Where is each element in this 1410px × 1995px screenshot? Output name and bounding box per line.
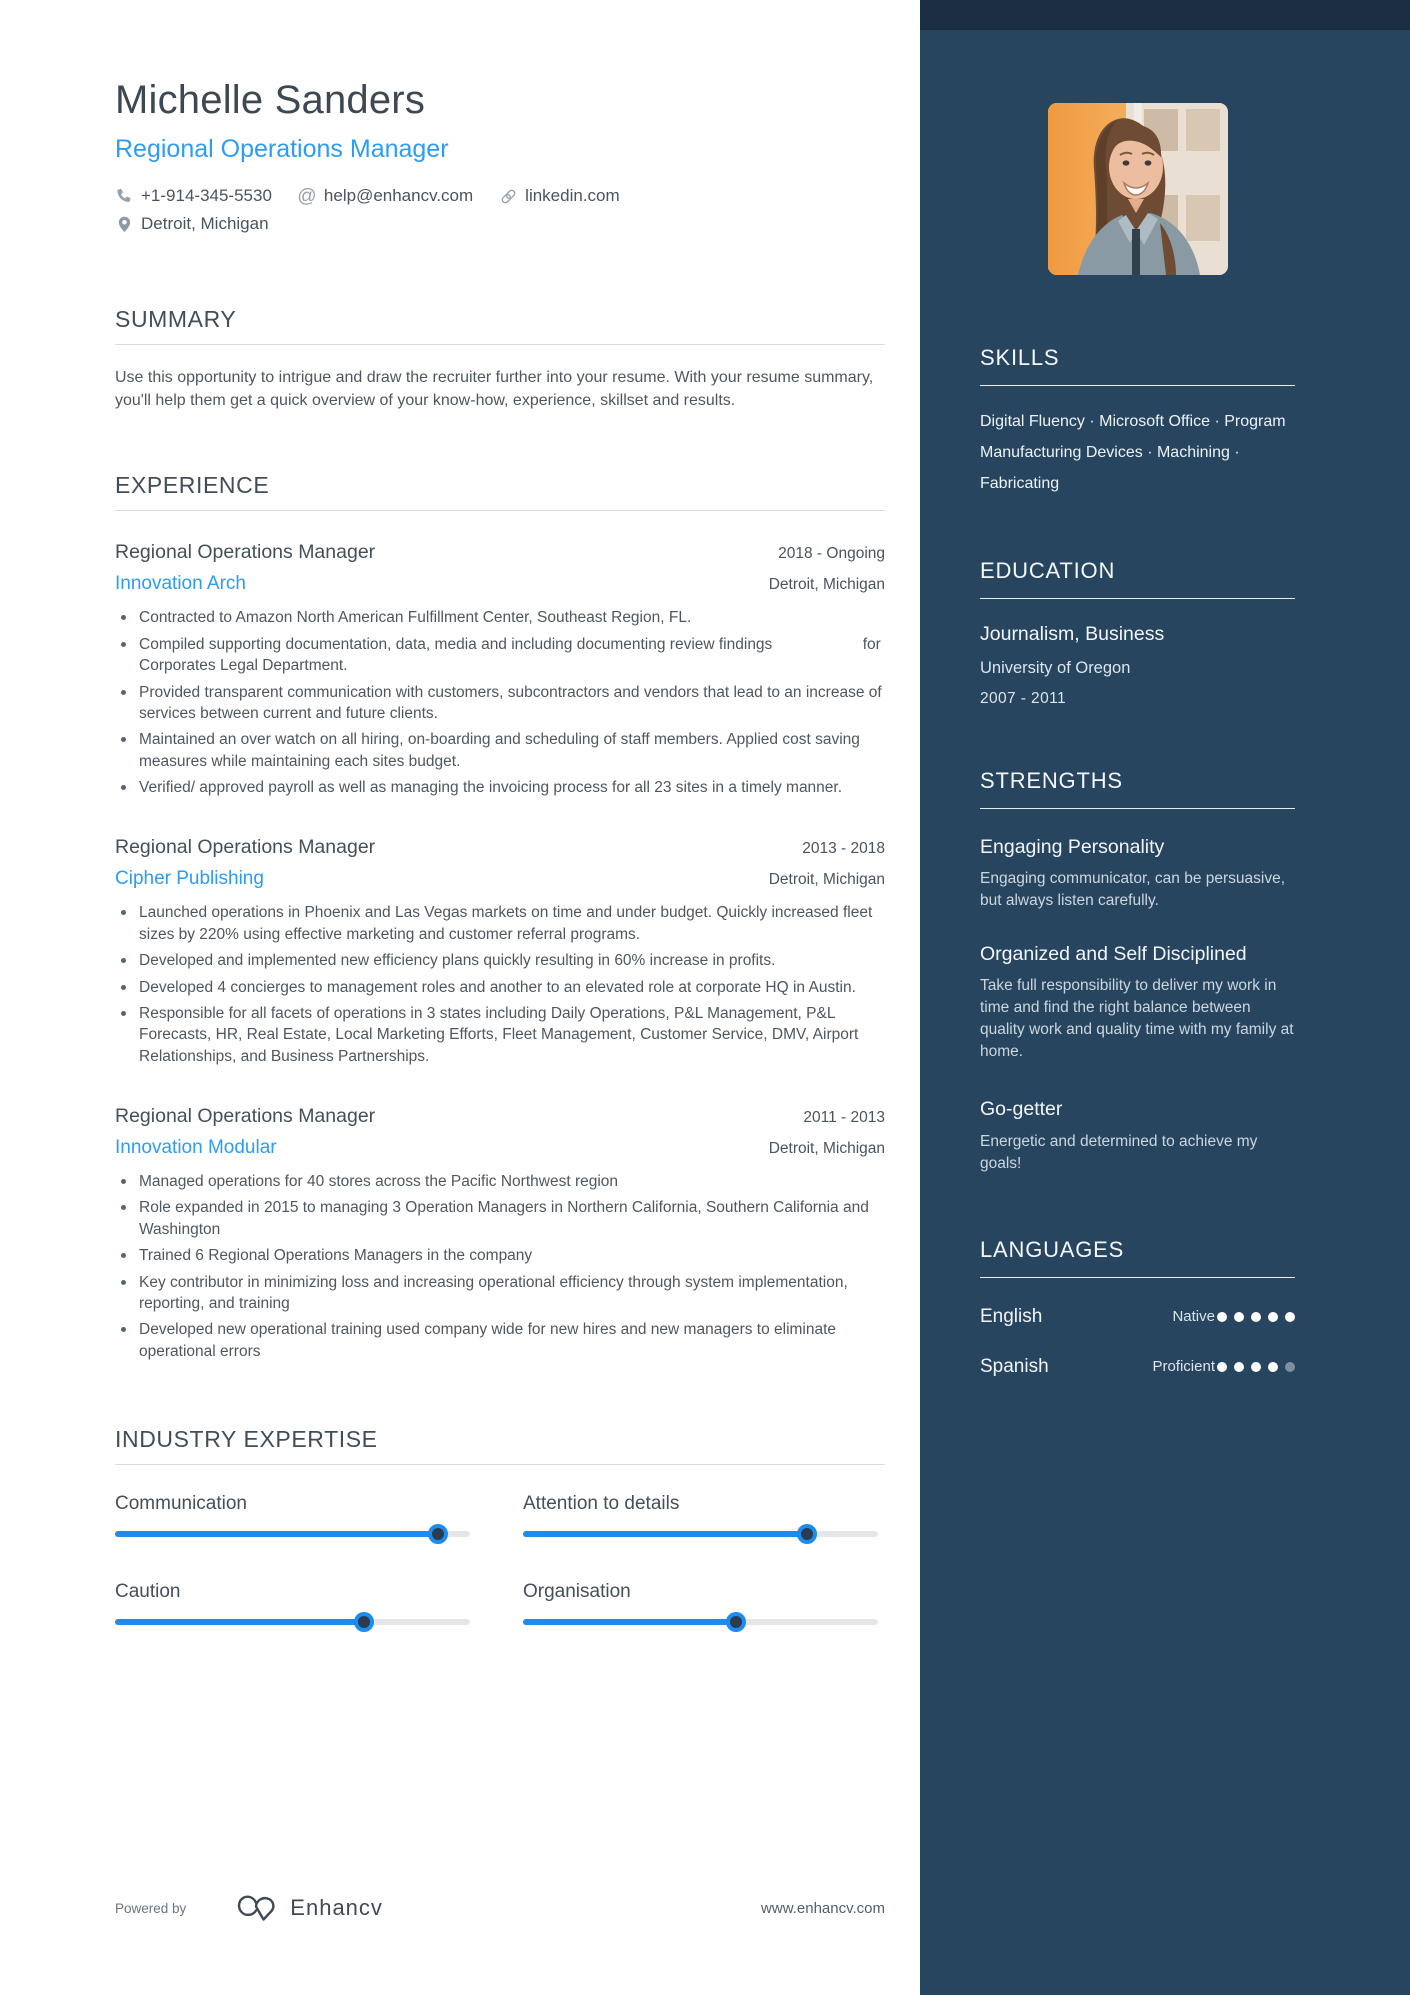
slider-label: Caution <box>115 1581 181 1603</box>
divider <box>980 385 1295 386</box>
slider-label: Attention to details <box>523 1493 680 1515</box>
enhancv-wordmark: Enhancv <box>290 1895 383 1920</box>
divider <box>980 598 1295 599</box>
powered-by-label: Powered by <box>115 1900 187 1916</box>
industry-expertise-heading: INDUSTRY EXPERTISE <box>115 1426 378 1453</box>
linkedin-url: linkedin.com <box>525 186 620 205</box>
email-contact[interactable] <box>298 186 473 206</box>
job-entry <box>115 1105 885 1362</box>
skills-heading: SKILLS <box>980 345 1060 370</box>
bullet-item: Developed new operational training used company wide for new hires and new managers to eliminate operational errors <box>115 1319 885 1362</box>
skills-list: Digital Fluency · Microsoft Office · Program Manufacturing Devices · Machining · Fabricating <box>980 413 1286 493</box>
language-level: Proficient <box>1152 1358 1215 1376</box>
divider <box>115 1464 885 1465</box>
slider-track[interactable] <box>115 1531 470 1537</box>
job-location: Detroit, Michigan <box>768 871 885 889</box>
languages-section <box>980 1237 1295 1378</box>
job-dates: 2013 - 2018 <box>802 840 885 858</box>
bullet-item: Launched operations in Phoenix and Las Vegas markets on time and under budget. Quickly increased fleet sizes by 220% using effective marketing and customer referral programs. <box>115 902 885 945</box>
bullet-item: Developed 4 concierges to management roles and another to an elevated role at corporate HQ in Austin. <box>115 977 885 998</box>
strength-item <box>980 942 1295 1063</box>
languages-heading: LANGUAGES <box>980 1236 1125 1262</box>
expertise-slider <box>523 1493 878 1537</box>
strength-text: Take full responsibility to deliver my work in time and find the right balance between quality work and quality time with my family at home. <box>980 977 1294 1061</box>
strength-title: Engaging Personality <box>980 835 1165 858</box>
job-title: Regional Operations Manager <box>115 541 376 564</box>
language-level: Native <box>1172 1308 1215 1326</box>
location-item <box>115 214 269 234</box>
link-icon <box>499 187 517 205</box>
phone-contact[interactable] <box>115 186 272 206</box>
slider-label: Communication <box>115 1493 247 1515</box>
strength-item <box>980 835 1295 912</box>
language-name: Spanish <box>980 1355 1049 1377</box>
bullet-item: Key contributor in minimizing loss and increasing operational efficiency through system implementation, reporting, and training <box>115 1272 885 1315</box>
footer <box>115 1893 885 1995</box>
profile-photo <box>1048 103 1228 275</box>
language-rating-dots <box>1217 1312 1295 1322</box>
job-dates: 2011 - 2013 <box>803 1109 885 1127</box>
strengths-heading: STRENGTHS <box>980 767 1123 793</box>
education-section <box>980 558 1295 708</box>
bullet-item: Managed operations for 40 stores across the Pacific Northwest region <box>115 1171 885 1192</box>
expertise-slider <box>115 1581 470 1625</box>
slider-knob[interactable] <box>354 1612 374 1632</box>
strength-text: Energetic and determined to achieve my goals! <box>980 1132 1258 1172</box>
job-entry <box>115 836 885 1067</box>
skills-section <box>980 345 1295 500</box>
email-address: help@enhancv.com <box>323 186 474 205</box>
phone-number: +1-914-345-5530 <box>141 186 272 205</box>
strength-item <box>980 1097 1295 1174</box>
sidebar <box>920 0 1410 1995</box>
enhancv-logo-icon <box>234 1893 280 1923</box>
job-entry <box>115 541 885 798</box>
slider-label: Organisation <box>523 1581 631 1603</box>
bullet-item: Maintained an over watch on all hiring, on-boarding and scheduling of staff members. Applied cost saving measures while maintaining each sites budget. <box>115 729 885 772</box>
strength-title: Organized and Self Disciplined <box>980 942 1247 965</box>
bullet-item: Role expanded in 2015 to managing 3 Operation Managers in Northern California, Southern California and Washington <box>115 1197 885 1240</box>
job-bullet-list <box>115 1171 885 1362</box>
job-location: Detroit, Michigan <box>768 1140 885 1158</box>
education-degree: Journalism, Business <box>980 622 1165 645</box>
summary-section <box>115 306 885 412</box>
divider <box>980 1277 1295 1278</box>
education-dates: 2007 - 2011 <box>980 689 1066 707</box>
person-name: Michelle Sanders <box>115 78 426 122</box>
divider <box>980 808 1295 809</box>
strength-text: Engaging communicator, can be persuasive, but always listen carefully. <box>980 869 1286 909</box>
bullet-item: Verified/ approved payroll as well as managing the invoicing process for all 23 sites in a timely manner. <box>115 777 885 798</box>
job-company-link[interactable]: Innovation Arch <box>115 573 246 595</box>
language-name: English <box>980 1305 1043 1327</box>
job-title: Regional Operations Manager <box>115 1105 376 1128</box>
job-dates: 2018 - Ongoing <box>778 545 885 563</box>
education-heading: EDUCATION <box>980 557 1116 583</box>
header-block <box>115 78 885 234</box>
slider-knob[interactable] <box>726 1612 746 1632</box>
bullet-item: Contracted to Amazon North American Fulfillment Center, Southeast Region, FL. <box>115 607 885 628</box>
person-title: Regional Operations Manager <box>115 135 449 163</box>
language-row <box>980 1356 1295 1378</box>
job-bullet-list <box>115 902 885 1067</box>
bullet-item: Developed and implemented new efficiency plans quickly resulting in 60% increase in profits. <box>115 950 885 971</box>
location-pin-icon <box>115 215 133 233</box>
experience-section <box>115 472 885 1362</box>
job-title: Regional Operations Manager <box>115 836 376 859</box>
language-rating-dots <box>1217 1362 1295 1372</box>
contact-row-2 <box>115 214 885 234</box>
enhancv-brand[interactable] <box>234 1893 383 1923</box>
bullet-item: Provided transparent communication with customers, subcontractors and vendors that lead to an increase of services between current and future clients. <box>115 682 885 725</box>
language-row <box>980 1306 1295 1328</box>
phone-icon <box>115 187 133 205</box>
linkedin-contact[interactable] <box>499 186 620 206</box>
summary-text: Use this opportunity to intrigue and draw the recruiter further into your resume. With your resume summary, you'll help them get a quick overview of your know-how, experience, skillset and results. <box>115 369 874 409</box>
expertise-slider <box>115 1493 470 1537</box>
bullet-item: Responsible for all facets of operations in 3 states including Daily Operations, P&L Management, P&L Forecasts, HR, Real Estate, Local Marketing Efforts, Fleet Management, Customer Service, DMV, Airport Relationships, and Business Partnerships. <box>115 1003 885 1067</box>
footer-url[interactable]: www.enhancv.com <box>761 1899 885 1917</box>
contact-info <box>115 186 885 234</box>
divider <box>115 510 885 511</box>
job-company-link[interactable]: Innovation Modular <box>115 1137 277 1159</box>
expertise-slider <box>523 1581 878 1625</box>
job-location: Detroit, Michigan <box>768 576 885 594</box>
strengths-section <box>980 768 1295 1175</box>
location-text: Detroit, Michigan <box>141 214 269 233</box>
industry-expertise-section <box>115 1426 885 1625</box>
strength-title: Go-getter <box>980 1098 1063 1121</box>
bullet-item: Compiled supporting documentation, data, media and including documenting review findings for Corporates Legal Department. <box>115 634 885 677</box>
contact-row-1 <box>115 186 885 206</box>
job-company-link[interactable]: Cipher Publishing <box>115 868 264 890</box>
divider <box>115 344 885 345</box>
education-school: University of Oregon <box>980 658 1131 677</box>
at-icon: @ <box>297 185 317 207</box>
slider-knob[interactable] <box>797 1524 817 1544</box>
slider-knob[interactable] <box>428 1524 448 1544</box>
slider-track[interactable] <box>523 1531 878 1537</box>
summary-heading: SUMMARY <box>115 306 237 332</box>
job-bullet-list <box>115 607 885 798</box>
bullet-item: Trained 6 Regional Operations Managers in the company <box>115 1245 885 1266</box>
experience-heading: EXPERIENCE <box>115 472 270 499</box>
slider-track[interactable] <box>523 1619 878 1625</box>
slider-track[interactable] <box>115 1619 470 1625</box>
